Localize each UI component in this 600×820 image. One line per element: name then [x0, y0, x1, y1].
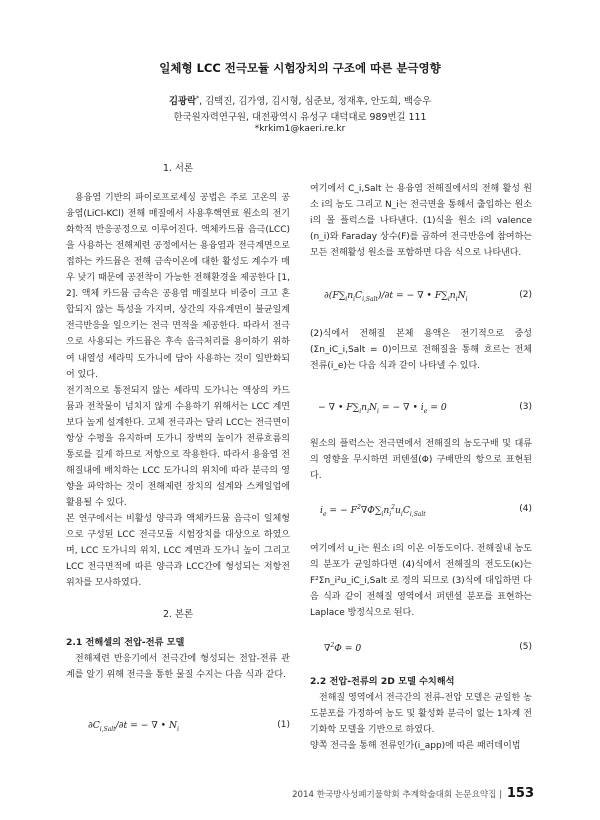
section-heading-intro: 1. 서론 [162, 163, 194, 174]
flux-paragraph: 여기에서 C_i,Salt 는 용융염 전해질에서의 전해 활성 원소 i의 농도 그리고 N_i는 전극면을 통해서 출입하는 원소 i의 몰 플럭스를 나타낸다. (1)식을 원소 i의 valence (n_i)와 Faraday 상수(F)를 곱하여 전극반응에 참여하는 모든 전해활성 원소를 포함하면 다음 식으로 나타낸다. [310, 184, 532, 259]
equation-4: $i_e$ = − $F^2\nabla\Phi\sum_in_i^2u_iC_{i,Salt}$ (4) [320, 504, 532, 518]
numerical-paragraph-1: 전해질 영역에서 전극간의 전류-전압 모델은 균일한 농도분포를 가정하여 농도 및 활성화 분극이 없는 1차계 전기화학 모델을 기반으로 하였다. [310, 693, 532, 736]
equation-number: (2) [519, 290, 532, 300]
co-authors: , 김택진, 김가영, 김시형, 심준보, 정재후, 안도희, 백승우 [199, 96, 432, 107]
section-heading-body: 2. 본론 [162, 609, 194, 621]
equation-number: (1) [277, 720, 290, 730]
intro-paragraph-3: 본 연구에서는 비활성 양극과 액체카드뮴 음극이 일체형으로 구성된 LCC 전극모듈 시험장치를 대상으로 하였으며, LCC 도가니의 위치, LCC 계면과 도가니 높이 그리고 LCC 전극면적에 따른 양극과 LCC간에 형성되는 저항전위차를 모사하였다. [66, 513, 290, 589]
equation-number: (3) [519, 402, 532, 412]
author-line [0, 93, 600, 107]
affiliation: 한국원자력연구원, 대전광역시 유성구 대덕대로 989번길 111 [173, 112, 427, 123]
equation-2: $\partial(F\sum_in_iC_{i,Salt})/\partial t$ = − ∇ • $F\sum_in_iN_i$ (2) [324, 290, 532, 303]
footer-proceedings: 2014 한국방사성폐기물학회 추계학술대회 논문요약집 [292, 790, 497, 800]
corresponding-mark: * [196, 94, 200, 102]
equation-5: ∇$^2$Φ = 0 (5) [324, 642, 532, 655]
potential-paragraph: 원소의 플럭스는 전극면에서 전해질의 농도구배 및 대류의 영향을 무시하면 퍼텐셜(Φ) 구배만의 항으로 표현된다. [310, 439, 532, 482]
laplace-paragraph: 여기에서 u_i는 원소 i의 이온 이동도이다. 전해질내 농도의 분포가 균일하다면 (4)식에서 전해질의 전도도(κ)는 F²Σn_i²u_iC_i,Salt 로 정의 되므로 (3)식에 대입하면 다음 식과 같이 전해질 영역에서 퍼텐셜 분포를 표현하는 Laplace 방정식으로 된다. [310, 544, 532, 619]
left-column [66, 161, 290, 683]
intro-paragraph-2: 전기적으로 통전되지 않는 세라믹 도가니는 액상의 카드뮴과 전착물이 넘치지 않게 수용하기 위해서는 LCC 계면보다 높게 설계한다. 고체 전극과는 달리 LCC는 전극면이 항상 수평을 유지하며 도가니 장벽의 높이가 전류흐름의 통로를 길게 하므로 저항으로 작용한다. 따라서 용융염 전해질내에 배치하는 LCC 도가니의 위치에 따라 분극의 영향을 파악하는 것이 전해제련 장치의 설계와 스케일업에 활용될 수 있다. [66, 385, 290, 508]
equation-number: (4) [519, 504, 532, 514]
footer-separator: | [499, 790, 503, 800]
equation-3: − ∇ • $F\sum_in_iN_i$ = − ∇ • $i_e = 0$ (3) [318, 402, 532, 415]
right-column-part-2 [310, 326, 532, 374]
right-column-part-3 [310, 436, 532, 484]
contact-email: *krkim1@kaeri.re.kr [254, 124, 346, 134]
page-number: 153 [506, 786, 534, 801]
current-paragraph: (2)식에서 전해질 본체 용액은 전기적으로 중성 (Σn_iC_i,Salt = 0)이므로 전해질을 통해 흐르는 전체 전류(i_e)는 다음 식과 같이 나타낼 수 있다. [310, 329, 532, 372]
model-paragraph-1: 전해제련 반응기에서 전극간에 형성되는 전압-전류 관계를 알기 위해 전극을 통한 물질 수지는 다음 식과 같다. [66, 654, 290, 681]
right-column-part-5 [310, 674, 532, 754]
page-footer [292, 786, 534, 801]
paper-title: 일체형 LCC 전극모듈 시험장치의 구조에 따른 분극영향 [159, 61, 441, 75]
equation-1: $\partial C_{i,Salt}/\partial t$ = − ∇ • $N_i$ (1) [88, 720, 290, 733]
numerical-paragraph-2: 양쪽 전극을 통해 전류인가(i_app)에 따른 패러데이법 [310, 741, 521, 752]
right-column-part-4 [310, 541, 532, 621]
subsection-heading-2-1: 2.1 전해셀의 전압-전류 모델 [66, 637, 185, 649]
subsection-heading-2-2: 2.2 전압-전류의 2D 모델 수치해석 [310, 676, 455, 687]
equation-number: (5) [519, 642, 532, 652]
lead-author: 김광락 [168, 96, 197, 107]
intro-paragraph-1: 용융염 기반의 파이로프로세싱 공법은 주로 고온의 공융염(LiCl-KCl) 전해 매질에서 사용후핵연료 원소의 전기화학적 반응공정으로 이루어진다. 액체카드뮴 음극(LCC)을 사용하는 전해제련 공정에서는 용융염과 전극계면으로 접하는 카드뮴은 전해 금속이온에 대한 활성도 계수가 매우 낮기 때문에 공전착이 가능한 전해환경을 제공한다 [1, 2]. 액체 카드뮴 금속은 공용염 매질보다 비중이 크고 혼합되지 않는 특성을 가지며, 상간의 자유계면이 불균일계 전극반응을 일으키는 전극 면적을 제공한다. 따라서 전극으로 사용되는 카드뮴은 후속 음극처리를 용이하기 위하여 내열성 세라믹 도가니에 담아 사용하는 것이 일반화되어 있다. [66, 193, 290, 380]
right-column-part-1 [310, 181, 532, 261]
